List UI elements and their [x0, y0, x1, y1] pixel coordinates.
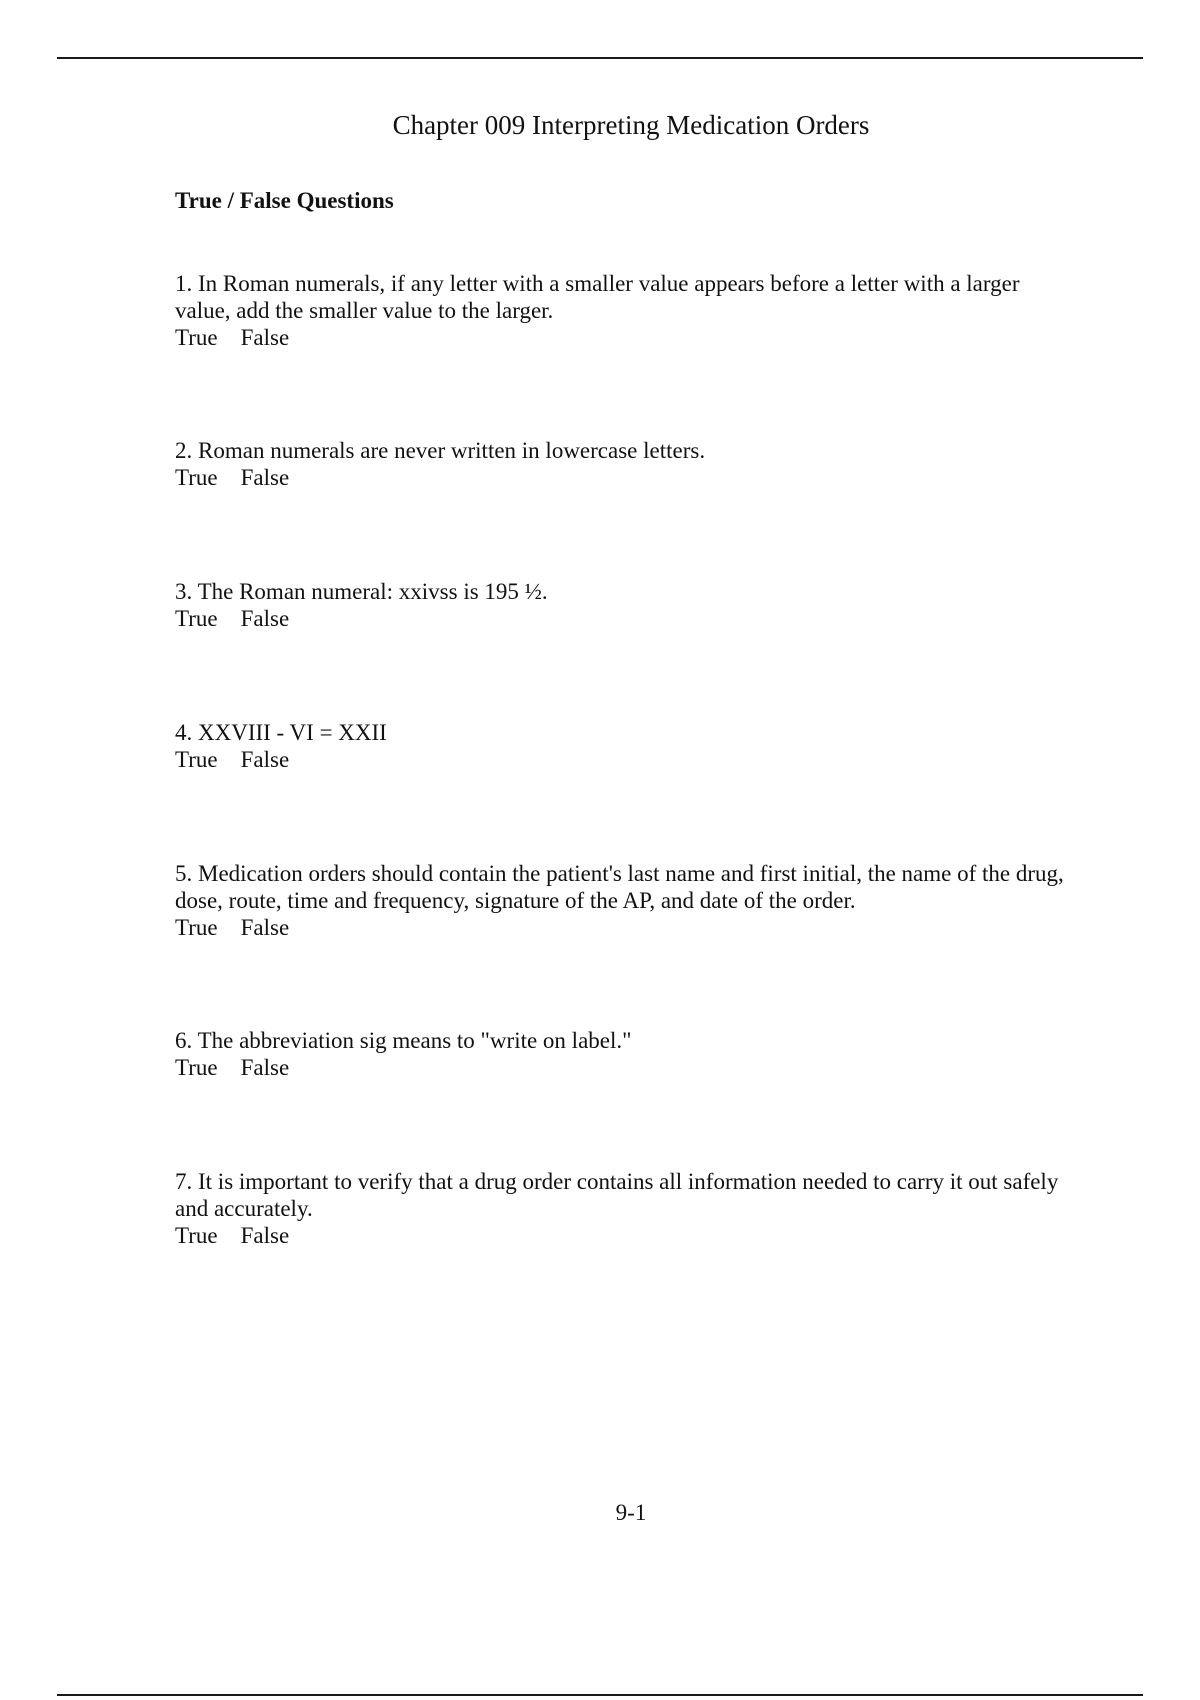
answer-true[interactable]: True: [175, 1223, 218, 1248]
bottom-rule: [57, 1694, 1143, 1696]
answer-false[interactable]: False: [240, 1223, 290, 1248]
answer-options: [175, 914, 1075, 941]
answer-false[interactable]: False: [240, 325, 290, 350]
question-text: 4. XXVIII - VI = XXII: [175, 720, 387, 745]
answer-true[interactable]: True: [175, 915, 218, 940]
question-item: [175, 1168, 1075, 1249]
top-rule: [57, 57, 1143, 59]
question-text: 7. It is important to verify that a drug order contains all information needed to carry it out safely and accurately.: [175, 1169, 1059, 1221]
answer-false[interactable]: False: [240, 915, 290, 940]
question-item: [175, 270, 1075, 351]
answer-options: [175, 464, 1075, 491]
answer-options: [175, 324, 1075, 351]
answer-options: [175, 605, 1075, 632]
answer-options: [175, 1222, 1075, 1249]
answer-options: [175, 1054, 1075, 1081]
section-heading: True / False Questions: [175, 188, 394, 213]
answer-true[interactable]: True: [175, 465, 218, 490]
page-title: Chapter 009 Interpreting Medication Orders: [392, 110, 870, 140]
question-text: 1. In Roman numerals, if any letter with a smaller value appears before a letter with a larger value, add the smaller value to the larger.: [175, 271, 1020, 323]
answer-options: [175, 746, 1075, 773]
answer-true[interactable]: True: [175, 1055, 218, 1080]
question-item: [175, 860, 1075, 941]
answer-false[interactable]: False: [240, 465, 290, 490]
question-item: [175, 719, 1075, 773]
question-item: [175, 1027, 1075, 1081]
question-item: [175, 578, 1075, 632]
answer-false[interactable]: False: [240, 747, 290, 772]
answer-true[interactable]: True: [175, 747, 218, 772]
question-text: 5. Medication orders should contain the patient's last name and first initial, the name of the drug, dose, route, time and frequency, signature of the AP, and date of the order.: [175, 861, 1064, 913]
answer-false[interactable]: False: [240, 1055, 290, 1080]
question-text: 6. The abbreviation sig means to "write on label.": [175, 1028, 632, 1053]
answer-true[interactable]: True: [175, 325, 218, 350]
question-text: 3. The Roman numeral: xxivss is 195 ½.: [175, 579, 548, 604]
question-item: [175, 437, 1075, 491]
question-text: 2. Roman numerals are never written in lowercase letters.: [175, 438, 706, 463]
answer-true[interactable]: True: [175, 606, 218, 631]
page-number: 9-1: [615, 1500, 647, 1525]
answer-false[interactable]: False: [240, 606, 290, 631]
